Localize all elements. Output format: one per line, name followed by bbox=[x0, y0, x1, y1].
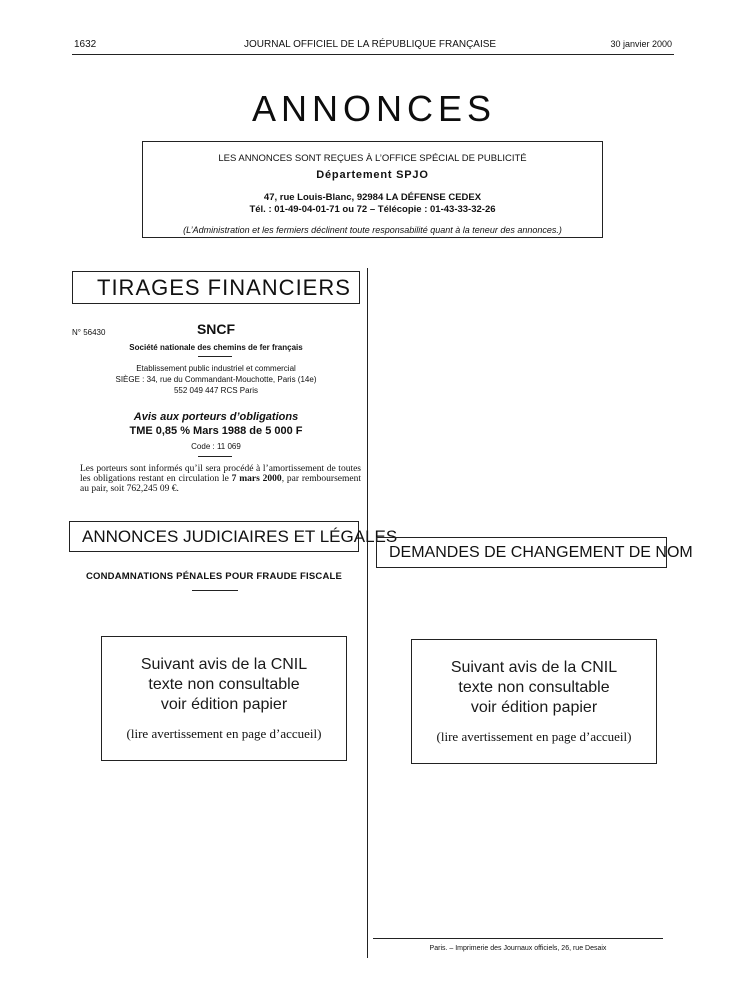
issue-date: 30 janvier 2000 bbox=[610, 39, 672, 49]
cnil-line: voir édition papier bbox=[160, 696, 288, 713]
notice-company: SNCF bbox=[196, 321, 236, 337]
paragraph-date: 7 mars 2000 bbox=[231, 474, 282, 484]
cnil-notice-box bbox=[411, 639, 657, 764]
header-rule bbox=[72, 54, 674, 55]
notice-company-fullname: Société nationale des chemins de fer français bbox=[129, 343, 303, 352]
info-intro: LES ANNONCES SONT REÇUES À L’OFFICE SPÉCIAL DE PUBLICITÉ bbox=[218, 153, 527, 164]
cnil-line: Suivant avis de la CNIL bbox=[140, 656, 308, 673]
section-title-judiciaires: ANNONCES JUDICIAIRES ET LÉGALES bbox=[69, 521, 359, 552]
publicity-info-box bbox=[142, 141, 603, 238]
notice-number: N° 56430 bbox=[72, 328, 106, 337]
cnil-note: (lire avertissement en page d’accueil) bbox=[126, 726, 322, 741]
notice-rcs: 552 049 447 RCS Paris bbox=[173, 386, 259, 395]
footer-imprint: Paris. – Imprimerie des Journaux officiels, 26, rue Desaix bbox=[429, 945, 607, 952]
paragraph-start: Les porteurs sont informés qu’il sera procédé à l’amortissement de toutes les obligations restant en circulation le bbox=[80, 464, 361, 484]
cnil-notice-box bbox=[101, 636, 347, 761]
paragraph-end: , par remboursement au pair, soit 762,245 09 €. bbox=[80, 474, 361, 494]
divider-rule bbox=[198, 456, 232, 457]
cnil-line: voir édition papier bbox=[470, 699, 598, 716]
cnil-line: texte non consultable bbox=[458, 679, 610, 696]
cnil-heading bbox=[102, 655, 346, 715]
footer-rule bbox=[373, 938, 663, 939]
divider-rule bbox=[192, 590, 238, 591]
info-disclaimer: (L’Administration et les fermiers déclinent toute responsabilité quant à la teneur des annonces.) bbox=[183, 225, 562, 235]
journal-title: JOURNAL OFFICIEL DE LA RÉPUBLIQUE FRANÇAISE bbox=[244, 39, 497, 50]
section-title-tirages: TIRAGES FINANCIERS bbox=[72, 271, 360, 304]
page-title: ANNONCES bbox=[251, 88, 497, 129]
info-phone: Tél. : 01-49-04-01-71 ou 72 – Télécopie : 01-43-33-32-26 bbox=[249, 204, 496, 215]
info-department: Département SPJO bbox=[316, 169, 429, 181]
cnil-line: texte non consultable bbox=[148, 676, 300, 693]
notice-status: Etablissement public industriel et commercial bbox=[136, 364, 296, 373]
section-title-changement-nom: DEMANDES DE CHANGEMENT DE NOM bbox=[376, 537, 667, 568]
column-divider bbox=[367, 268, 368, 958]
notice-avis: Avis aux porteurs d’obligations bbox=[133, 411, 299, 423]
cnil-note: (lire avertissement en page d’accueil) bbox=[436, 729, 632, 744]
divider-rule bbox=[198, 356, 232, 357]
notice-bond: TME 0,85 % Mars 1988 de 5 000 F bbox=[129, 425, 303, 437]
cnil-line: Suivant avis de la CNIL bbox=[450, 659, 618, 676]
notice-siege: SIÈGE : 34, rue du Commandant-Mouchotte, Paris (14e) bbox=[115, 375, 317, 384]
info-address: 47, rue Louis-Blanc, 92984 LA DÉFENSE CEDEX bbox=[263, 192, 482, 203]
subheading-condamnations: CONDAMNATIONS PÉNALES POUR FRAUDE FISCALE bbox=[85, 571, 343, 582]
notice-code: Code : 11 069 bbox=[191, 442, 241, 451]
page-number: 1632 bbox=[74, 39, 97, 50]
notice-paragraph bbox=[80, 464, 361, 494]
cnil-heading bbox=[412, 658, 656, 718]
